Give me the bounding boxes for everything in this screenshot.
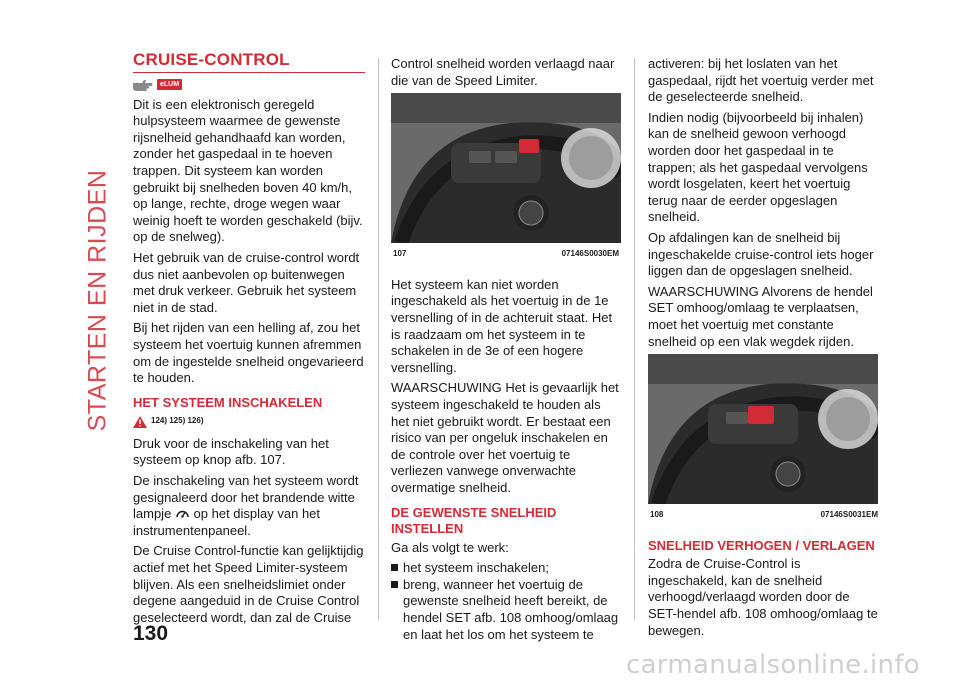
paragraph: Druk voor de inschakeling van het systeem op knop afb. 107. xyxy=(133,435,329,468)
steering-wheel-illustration xyxy=(391,93,621,243)
subsection-heading: HET SYSTEEM INSCHAKELEN xyxy=(133,394,323,410)
paragraph: Bij het rijden van een helling af, zou het systeem het voertuig kunnen afremmen om de ingestelde snelheid ongevarieerd te houden. xyxy=(133,320,364,386)
page-number: 130 xyxy=(133,622,169,645)
column-1 xyxy=(133,52,365,630)
cruise-control-speedometer-icon xyxy=(175,508,190,519)
paragraph: Het gebruik van de cruise-control wordt dus niet aanbevolen op buitenwegen met druk verkeer. Gebruik het systeem niet in de stad. xyxy=(133,249,360,315)
subsection-heading: SNELHEID VERHOGEN / VERLAGEN xyxy=(648,537,875,553)
column-divider xyxy=(634,58,635,620)
bullet-square-icon xyxy=(391,581,398,588)
paragraph: Indien nodig (bijvoorbeeld bij inhalen) kan de snelheid gewoon verhoogd worden door het gaspedaal in te trappen; als het gaspedaal vervolgens wordt losgelaten, keert het voertuig terug naar de eerder opgeslagen snelheid. xyxy=(648,109,868,225)
warning-triangle-icon xyxy=(133,416,147,428)
paragraph: Control snelheid worden verlaagd naar die van de Speed Limiter. xyxy=(391,56,615,88)
list-item: het systeem inschakelen; xyxy=(391,560,621,577)
figure-caption: 107 07146S0030EM xyxy=(393,249,619,259)
paragraph: De inschakeling van het systeem wordt gesignaleerd door het brandende witte lampje op het display van het instrumentenpaneel. xyxy=(133,473,359,538)
paragraph: Op afdalingen kan de snelheid bij ingeschakelde cruise-control iets hoger liggen dan de opgeslagen snelheid. xyxy=(648,229,874,279)
steering-wheel-photo xyxy=(391,93,621,243)
paragraph: Ga als volgt te werk: xyxy=(391,539,509,555)
paragraph: WAARSCHUWING Het is gevaarlijk het systeem ingeschakeld te houden als het niet gebruikt wordt. Er bestaat een risico van per ongeluk inschakelen en de controle over het voertuig te verliezen vanwege onverwachte overmatige snelheid. xyxy=(391,380,619,495)
figure-caption: 108 07146S0031EM xyxy=(650,510,878,520)
bullet-square-icon xyxy=(391,564,398,571)
subsection-heading: DE GEWENSTE SNELHEID INSTELLEN xyxy=(391,504,557,537)
chapter-side-title: STARTEN EN RIJDEN xyxy=(83,169,112,431)
column-divider xyxy=(378,58,379,620)
figure-108 xyxy=(648,354,880,524)
watermark: carmanualsonline.info xyxy=(625,650,920,680)
list-item: breng, wanneer het voertuig de gewenste snelheid heeft bereikt, de hendel SET afb. 108 omhoog/omlaag en laat het los om het systeem te xyxy=(391,577,621,643)
steering-wheel-illustration xyxy=(648,354,878,504)
paragraph: Zodra de Cruise-Control is ingeschakeld, kan de snelheid verhoogd/verlaagd worden door de SET-hendel afb. 108 omhoog/omlaag te bewegen. xyxy=(648,556,878,638)
column-2 xyxy=(391,56,621,643)
version-badge: eLUM xyxy=(157,79,182,90)
paragraph: Dit is een elektronisch geregeld hulpsysteem waarmee de gewenste rijsnelheid gehandhaafd kan worden, zonder het gaspedaal in te hoeven trappen. Dit systeem kan worden gebruikt bij snelheden boven 40 km/h, op lange, rechte, droge wegen waar weinig hoeft te worden geschakeld (bijv. op de snelweg). xyxy=(133,96,363,245)
warning-references: 124) 125) 126) xyxy=(133,413,365,430)
version-indicator xyxy=(133,79,365,91)
paragraph: De Cruise Control-functie kan gelijktijdig actief met het Speed Limiter-systeem blijven. Als een snelheidslimiet onder degene aangeduid in de Cruise Control geselecteerd wordt, dan zal de Cruise xyxy=(133,543,364,625)
figure-107 xyxy=(391,93,621,263)
paragraph: WAARSCHUWING Alvorens de hendel SET omhoog/omlaag te verplaatsen, moet het voertuig met constante snelheid op een vlak wegdek rijden. xyxy=(648,283,873,349)
heading-rule xyxy=(133,72,365,73)
paragraph: Het systeem kan niet worden ingeschakeld als het voertuig in de 1e versnelling of in de achteruit staat. Het is raadzaam om het systeem in te schakelen in de 3e of een hogere versnelling. xyxy=(391,276,613,375)
section-heading: CRUISE-CONTROL xyxy=(133,50,290,69)
column-3 xyxy=(648,56,880,643)
steering-wheel-photo xyxy=(648,354,878,504)
paragraph: activeren: bij het loslaten van het gaspedaal, rijdt het voertuig verder met de geselecteerde snelheid. xyxy=(648,56,874,105)
pointing-hand-icon xyxy=(133,79,153,91)
